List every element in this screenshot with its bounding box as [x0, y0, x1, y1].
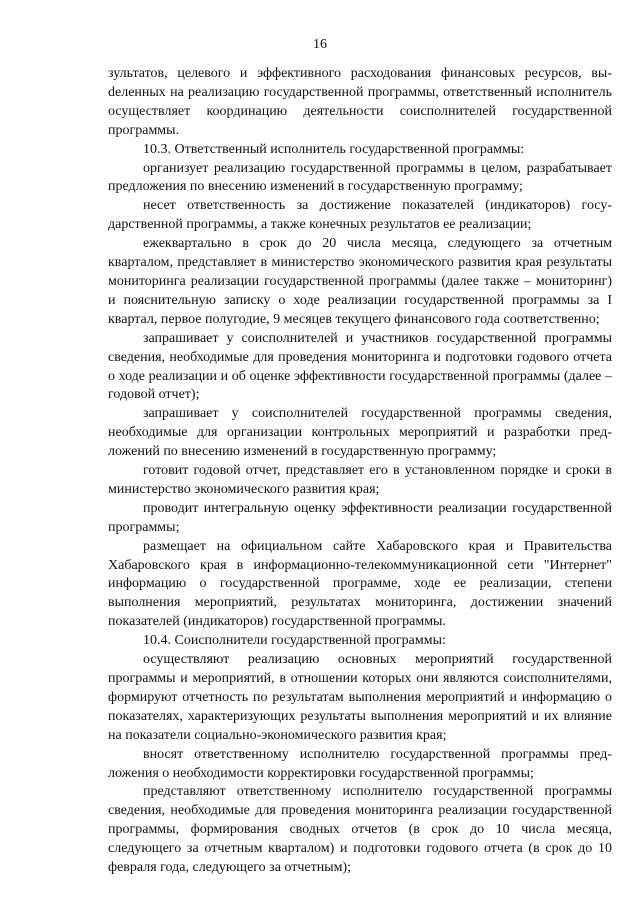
paragraph: готовит годовой отчет, представляет его в установленном порядке и сроки в министерство экономического развития края; — [108, 463, 612, 497]
page-number: 16 — [313, 37, 327, 52]
paragraph: ежеквартально в срок до 20 числа месяца, следующего за отчетным кварталом, представляет в министерство экономического развития края результаты мониторинга реализации государственной программы (далее также – мониторинг) и пояснительную записку о ходе реализации государственной программы за I квартал, первое полугодие, 9 месяцев текущего финансового года соответственно; — [108, 236, 612, 327]
paragraph-continuation: зультатов, целевого и эффективного расходования финансовых ресурсов, выdеленных на реализацию государственной программы, ответственный исполнитель осуществляет координацию деятельности соисполнителей государственной программы. — [108, 66, 612, 138]
paragraph: несет ответственность за достижение показателей (индикаторов) государственной программы, а также конечных результатов ее реализации; — [108, 198, 612, 233]
paragraph: проводит интегральную оценку эффективности реализации государственной программы; — [108, 500, 612, 535]
paragraph: вносят ответственному исполнителю государственной программы предложения о необходимости корректировки государственной программы; — [108, 746, 612, 781]
section-heading-10-4: 10.4. Соисполнители государственной программы: — [143, 633, 446, 649]
paragraph: размещает на официальном сайте Хабаровского края и Правительства Хабаровского края в информационно-телекоммуникационной сети "Интернет" информацию о государственной программе, ходе ее реализации, степени выполнения мероприятий, результатах мониторинга, достижении значений показателей (индикаторов) государственной программы. — [108, 538, 612, 630]
paragraph: осуществляют реализацию основных мероприятий государственной программы и мероприятий, в отношении которых они являются соисполнителями, формируют отчетность по результатам выполнения мероприятий и информацию о показателях, характеризующих результаты выполнения мероприятий и их влияние на показатели социально-экономического развития края; — [108, 652, 612, 743]
paragraph: запрашивает у соисполнителей государственной программы сведения, необходимые для организации контрольных мероприятий и разработки предложений по внесению изменений в государственную программу; — [108, 406, 612, 460]
section-heading-10-3: 10.3. Ответственный исполнитель государственной программы: — [143, 141, 525, 157]
paragraph: представляют ответственному исполнителю государственной программы сведения, необходимые для проведения мониторинга реализации государственной программы, формирования сводных отчетов (в срок до 10 числа месяца, следующего за отчетным кварталом) и подготовки годового отчета (в срок до 10 февраля года, следующего за отчетным); — [108, 784, 612, 876]
document-body — [108, 65, 612, 878]
paragraph: запрашивает у соисполнителей и участников государственной программы сведения, необходимые для проведения мониторинга и подготовки годового отчета о ходе реализации и об оценке эффективности государственной программы (далее – годовой отчет); — [108, 330, 612, 403]
paragraph: организует реализацию государственной программы в целом, разрабатывает предложения по внесению изменений в государственную программу; — [108, 160, 612, 195]
